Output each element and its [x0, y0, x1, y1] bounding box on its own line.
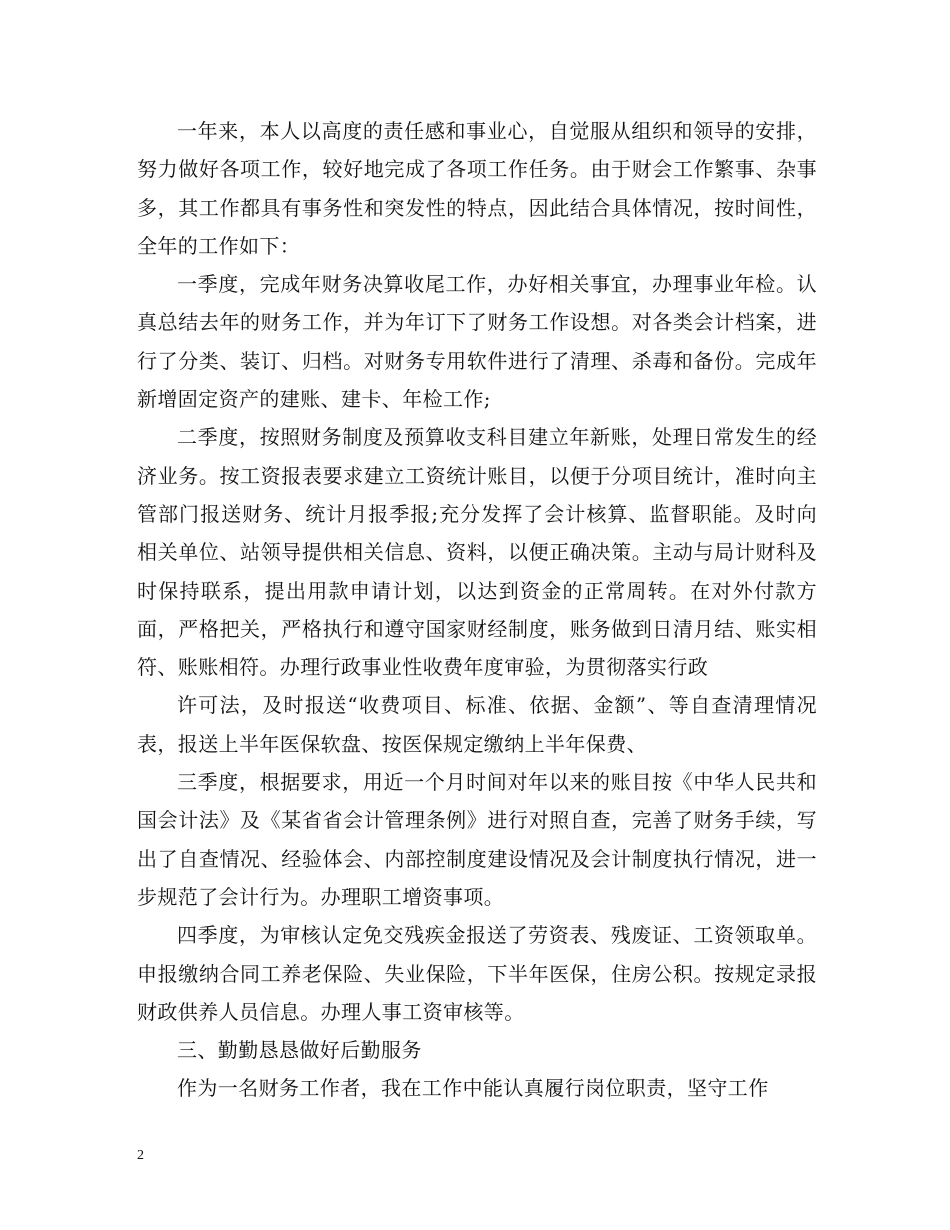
paragraph-q2-continued: 许可法，及时报送“收费项目、标准、依据、金额”、等自查清理情况表，报送上半年医保软盘、按医保规定缴纳上半年保费、 — [137, 693, 817, 756]
page-number: 2 — [137, 1148, 144, 1163]
document-body — [137, 112, 817, 1108]
paragraph-q4: 四季度，为审核认定免交残疾金报送了劳资表、残废证、工资领取单。申报缴纳合同工养老保险、失业保险，下半年医保，住房公积。按规定录报财政供养人员信息。办理人事工资审核等。 — [137, 923, 817, 1024]
paragraph-q3: 三季度，根据要求，用近一个月时间对年以来的账目按《中华人民共和国会计法》及《某省省会计管理条例》进行对照自查，完善了财务手续，写出了自查情况、经验体会、内部控制度建设情况及会计制度执行情况，进一步规范了会计行为。办理职工增资事项。 — [137, 770, 817, 909]
paragraph-service: 作为一名财务工作者，我在工作中能认真履行岗位职责，坚守工作 — [177, 1076, 769, 1101]
section-heading: 三、勤勤恳恳做好后勤服务 — [177, 1038, 422, 1063]
paragraph-intro: 一年来，本人以高度的责任感和事业心，自觉服从组织和领导的安排，努力做好各项工作，较好地完成了各项工作任务。由于财会工作繁事、杂事多，其工作都具有事务性和突发性的特点，因此结合具体情况，按时间性，全年的工作如下： — [137, 119, 817, 258]
paragraph-q2: 二季度，按照财务制度及预算收支科目建立年新账，处理日常发生的经济业务。按工资报表要求建立工资统计账目，以便于分项目统计，准时向主管部门报送财务、统计月报季报;充分发挥了会计核算、监督职能。及时向相关单位、站领导提供相关信息、资料，以便正确决策。主动与局计财科及时保持联系，提出用款申请计划，以达到资金的正常周转。在对外付款方面，严格把关，严格执行和遵守国家财经制度，账务做到日清月结、账实相符、账账相符。办理行政事业性收费年度审验，为贯彻落实行政 — [137, 425, 817, 680]
paragraph-q1: 一季度，完成年财务决算收尾工作，办好相关事宜，办理事业年检。认真总结去年的财务工作，并为年订下了财务工作设想。对各类会计档案，进行了分类、装订、归档。对财务专用软件进行了清理、杀毒和备份。完成年新增固定资产的建账、建卡、年检工作; — [137, 272, 817, 412]
